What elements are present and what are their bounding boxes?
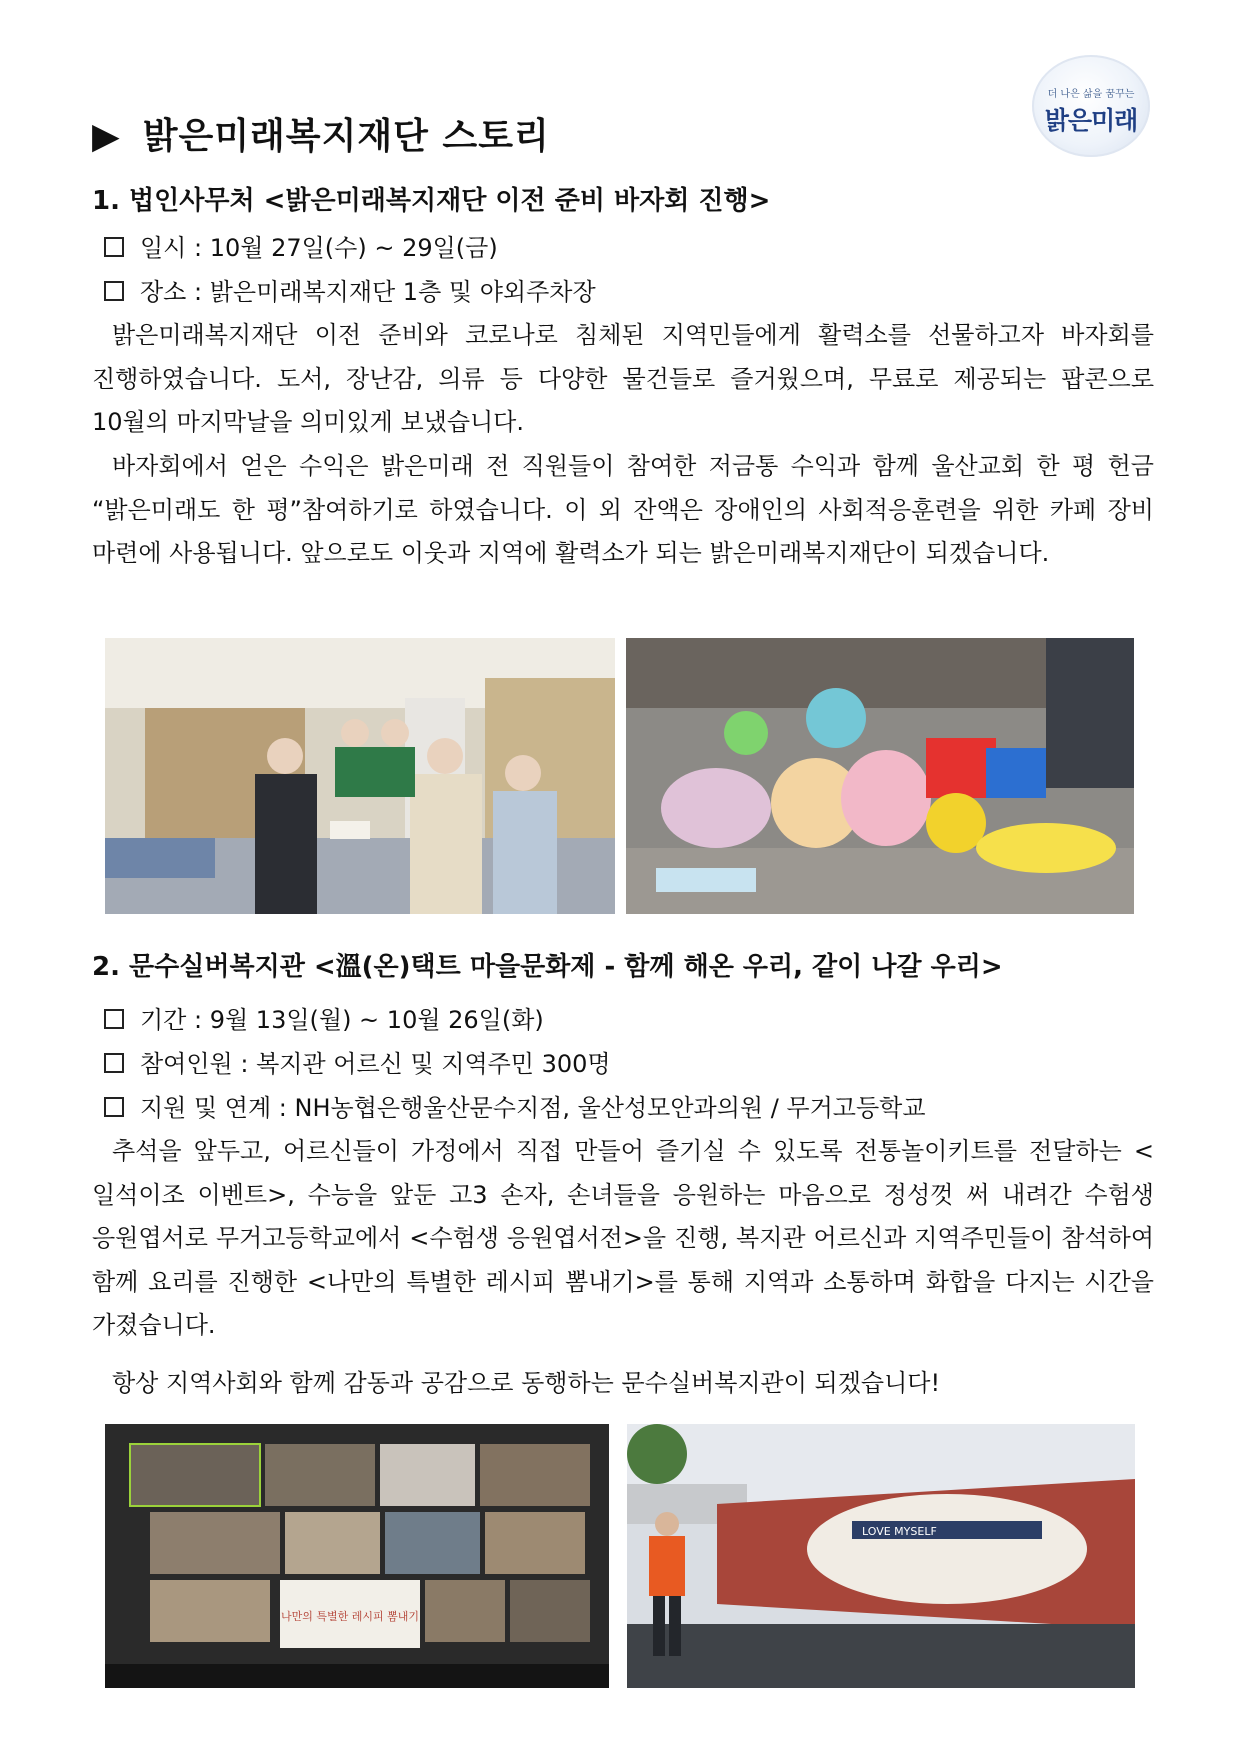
zoom-banner-text: 나만의 특별한 레시피 뽐내기: [280, 1610, 420, 1623]
bazaar-donation-photo: [105, 638, 615, 914]
section2-heading: 2. 문수실버복지관 <溫(온)택트 마을문화제 - 함께 해온 우리, 같이 나갈 우리>: [92, 952, 1003, 982]
checkbox-square-icon: [104, 237, 124, 257]
wall-banner-text: LOVE MYSELF: [862, 1525, 937, 1538]
checkbox-square-icon: [104, 1053, 124, 1073]
section2-item-support: 지원 및 연계 : NH농협은행울산문수지점, 울산성모안과의원 / 무거고등학교: [104, 1088, 926, 1123]
checkbox-square-icon: [104, 1009, 124, 1029]
school-wall-postcards-photo: [627, 1424, 1135, 1688]
section1-paragraph-1: 밝은미래복지재단 이전 준비와 코로나로 침체된 지역민들에게 활력소를 선물하고자 바자회를 진행하였습니다. 도서, 장난감, 의류 등 다양한 물건들로 즐거웠으며, 무료로 제공되는 팝콘으로 10월의 마지막날을 의미있게 보냈습니다.: [92, 321, 1154, 437]
triangle-marker-icon: ▶: [92, 116, 121, 157]
section2-item-period: 기간 : 9월 13일(월) ~ 10월 26일(화): [104, 1000, 544, 1035]
page-title-text: 밝은미래복지재단 스토리: [142, 116, 550, 157]
section2-item-participants: 참여인원 : 복지관 어르신 및 지역주민 300명: [104, 1044, 611, 1079]
logo-tagline: 더 나은 삶을 꿈꾸는: [1047, 89, 1135, 100]
page-title: [92, 108, 550, 159]
foundation-logo: [1032, 55, 1150, 157]
checkbox-square-icon: [104, 1097, 124, 1117]
zoom-meeting-photo: [105, 1424, 609, 1688]
checkbox-square-icon: [104, 281, 124, 301]
section2-paragraph-2: 항상 지역사회와 함께 감동과 공감으로 동행하는 문수실버복지관이 되겠습니다!: [112, 1369, 941, 1397]
bazaar-toys-photo: [626, 638, 1134, 914]
section1-item-date: 일시 : 10월 27일(수) ~ 29일(금): [104, 228, 498, 263]
section2-paragraph-1: 추석을 앞두고, 어르신들이 가정에서 직접 만들어 즐기실 수 있도록 전통놀이키트를 전달하는 <일석이조 이벤트>, 수능을 앞둔 고3 손자, 손녀들을 응원하는 마음으로 정성껏 써 내려간 수험생 응원엽서로 무거고등학교에서 <수험생 응원엽서전>을 진행, 복지관 어르신과 지역주민들이 참석하여 함께 요리를 진행한 <나만의 특별한 레시피 뽐내기>를 통해 지역과 소통하며 화합을 다지는 시간을 가졌습니다.: [92, 1137, 1154, 1340]
section1-item-place: 장소 : 밝은미래복지재단 1층 및 야외주차장: [104, 272, 596, 307]
section1-heading: 1. 법인사무처 <밝은미래복지재단 이전 준비 바자회 진행>: [92, 186, 771, 216]
section1-paragraph-2: 바자회에서 얻은 수익은 밝은미래 전 직원들이 참여한 저금통 수익과 함께 울산교회 한 평 헌금 “밝은미래도 한 평”참여하기로 하였습니다. 이 외 잔액은 장애인의 사회적응훈련을 위한 카페 장비 마련에 사용됩니다. 앞으로도 이웃과 지역에 활력소가 되는 밝은미래복지재단이 되겠습니다.: [92, 452, 1154, 568]
logo-name: 밝은미래: [1044, 106, 1138, 135]
